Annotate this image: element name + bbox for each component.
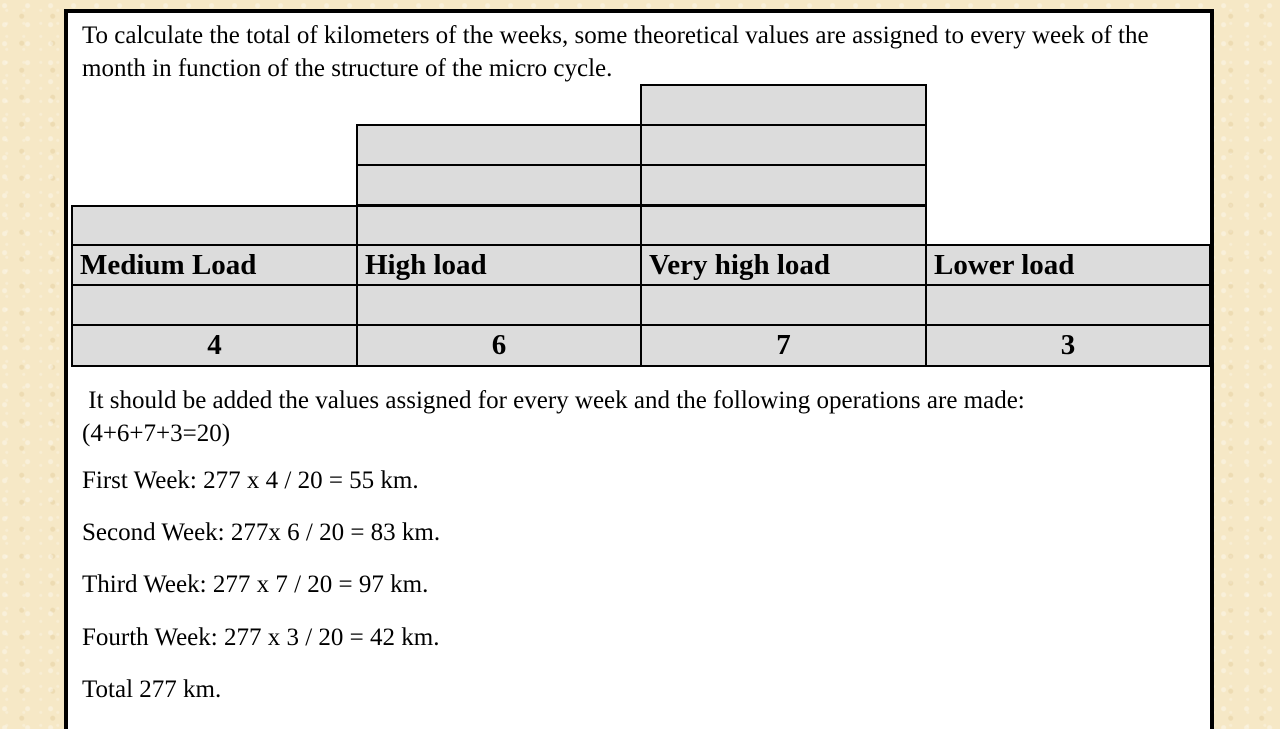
bar-cell-medium-1 — [71, 205, 358, 246]
week-calc-3: Third Week: 277 x 7 / 20 = 97 km. — [82, 571, 429, 598]
load-value-high: 6 — [356, 324, 642, 367]
week-calc-1: First Week: 277 x 4 / 20 = 55 km. — [82, 467, 419, 494]
slide-content — [64, 9, 1214, 729]
blank-cell-1 — [71, 284, 358, 326]
load-header-medium: Medium Load — [71, 244, 358, 286]
load-header-very-high: Very high load — [640, 244, 927, 286]
intro-text: To calculate the total of kilometers of the weeks, some theoretical values are assigned to every week of the month in function of the structure of the micro cycle. — [82, 22, 1149, 82]
bar-cell-veryhigh-2 — [640, 124, 927, 166]
load-value-medium: 4 — [71, 324, 358, 367]
sum-text-line-2: (4+6+7+3=20) — [82, 420, 231, 447]
load-value-lower: 3 — [925, 324, 1211, 367]
week-calc-4: Fourth Week: 277 x 3 / 20 = 42 km. — [82, 624, 440, 651]
bar-cell-veryhigh-4 — [640, 205, 927, 246]
load-value-very-high: 7 — [640, 324, 927, 367]
load-header-high: High load — [356, 244, 642, 286]
bar-cell-high-1 — [356, 124, 642, 166]
bar-cell-high-3 — [356, 205, 642, 246]
sum-text-line-1: It should be added the values assigned for every week and the following operations are made: — [82, 387, 1025, 414]
load-header-lower: Lower load — [925, 244, 1211, 286]
blank-cell-3 — [640, 284, 927, 326]
bar-cell-veryhigh-1 — [640, 84, 927, 126]
bar-cell-veryhigh-3 — [640, 164, 927, 206]
week-calc-2: Second Week: 277x 6 / 20 = 83 km. — [82, 519, 441, 546]
blank-cell-2 — [356, 284, 642, 326]
bar-cell-high-2 — [356, 164, 642, 206]
blank-cell-4 — [925, 284, 1211, 326]
total-text: Total 277 km. — [82, 676, 222, 703]
